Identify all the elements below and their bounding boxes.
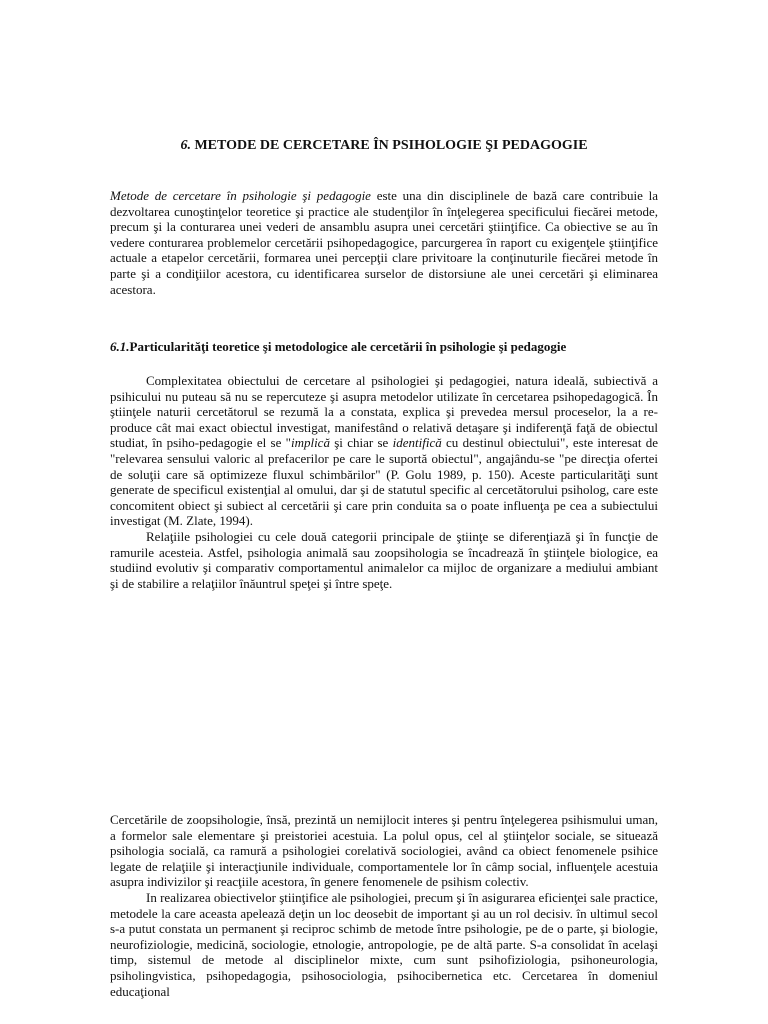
- paragraph-zoopsychology: Cercetările de zoopsihologie, însă, prezintă un nemijlocit interes şi pentru înţelegerea psihismului uman, a formelor sale elementare şi preistoriei acestuia. La polul opus, cel al ştiinţelor sociale, se situează psihologia socială, ca ramură a psihologiei corelativă sociologiei, având ca obiect fenomenele psihice legate de relaţiile şi interacţiunile individuale, comportamentele lor în câmp social, influenţele acestuia asupra indivizilor şi reacţiile acestora, în genere fenomenele de psihism colectiv.: [110, 812, 658, 890]
- paragraph1-part-c: şi chiar se: [329, 435, 393, 451]
- intro-paragraph: [110, 188, 658, 297]
- paragraph-complexity: [110, 373, 658, 529]
- section-heading-text: Particularităţi teoretice şi metodologice ale cercetării în psihologie şi pedagogie: [129, 339, 567, 354]
- paragraph-methods: In realizarea obiectivelor ştiinţifice ale psihologiei, precum şi în asigurarea eficienţei sale practice, metodele la care aceasta apelează deţin un loc deosebit de important şi au un rol decisiv. în ultimul secol s-a putut constata un permanent şi reciproc schimb de metode între psihologie, pe de o parte, şi biologie, neurofiziologie, medicină, sociologie, etnologie, antropologie, pe de altă parte. S-a consolidat în acelaşi timp, sistemul de metode al disciplinelor mixte, cum sunt psihofiziologia, psihoneurologia, psiholingvistica, psihopedagogia, psihosociologia, psihocibernetica etc. Cercetarea în domeniul educaţional: [110, 889, 658, 999]
- paragraph1-part-a: Complexitatea obiectului de cercetare al psihologiei şi pedagogiei, natura ideală, subiectivă a psihicului nu puteau să nu se repercuteze şi asupra metodelor utilizate în cercetarea psihopedagogică. În ştiinţele naturii cercetătorul se rezumă la a constata, explica şi prevedea mersul proceselor, la a re-produce cât mai exact obiectul investigat, manifestând o relativă detaşare şi indiferenţă faţă de obiectul studiat, în psiho-pedagogie el se ": [110, 373, 658, 451]
- section-heading: [110, 339, 658, 355]
- chapter-title-text: METODE DE CERCETARE ÎN PSIHOLOGIE ŞI PEDAGOGIE: [194, 138, 588, 153]
- paragraph1-part-e: cu destinul obiectului", este interesat de "relevarea sensului valoric al prefacerilor pe care le suportă obiectul", angajându-se "pe direcţia ofertei de soluţii care să optimizeze fluxul schimbărilor" (P. Golu 1989, p. 150). Aceste particularităţi sunt generate de specificul existenţial al omului, dar şi de statutul specific al cercetătorului psiholog, care este concomitent obiect şi subiect al cercetării şi care prin conduita sa o poate influenţa pe cea a subiectului investigat (M. Zlate, 1994).: [110, 435, 659, 529]
- paragraph1-italic-implica: implică: [290, 435, 330, 451]
- intro-italic-lead: Metode de cercetare în psihologie şi pedagogie: [110, 188, 371, 203]
- intro-text: este una din disciplinele de bază care contribuie la dezvoltarea cunoştinţelor teoretice şi practice ale studenţilor în înţelegerea specificului fiecărei metode, precum şi la conturarea unei vederi de ansamblu asupra unei cercetări ştiinţifice. Ca obiective se au în vedere conturarea problemelor cercetării psihopedagogice, parcurgerea în raport cu exigenţele ştiinţifice actuale a etapelor cercetării, formarea unei percepţii clare privitoare la conţinuturile fiecărei metode în parte şi a condiţiilor acestora, cu identificarea surselor de distorsiune ale unei cercetări şi eliminarea acestora.: [110, 188, 659, 297]
- chapter-title: [110, 137, 658, 155]
- body-text-lower: [110, 812, 658, 999]
- paragraph1-italic-identifica: identifică: [392, 435, 442, 451]
- paragraph-relations: Relaţiile psihologiei cu cele două categorii principale de ştiinţe se diferenţiază şi în funcţie de ramurile acesteia. Astfel, psihologia animală sau zoopsihologia se încadrează în ştiinţele biologice, ea studiind evolutiv şi comparativ comportamentul animalelor ca mijloc de organizare a mediului ambiant şi de stabilire a relaţiilor înăuntrul speţei şi între speţe.: [110, 528, 658, 591]
- section-number: 6.1.: [110, 339, 130, 354]
- chapter-number: 6.: [180, 138, 191, 153]
- body-text-upper: [110, 373, 658, 591]
